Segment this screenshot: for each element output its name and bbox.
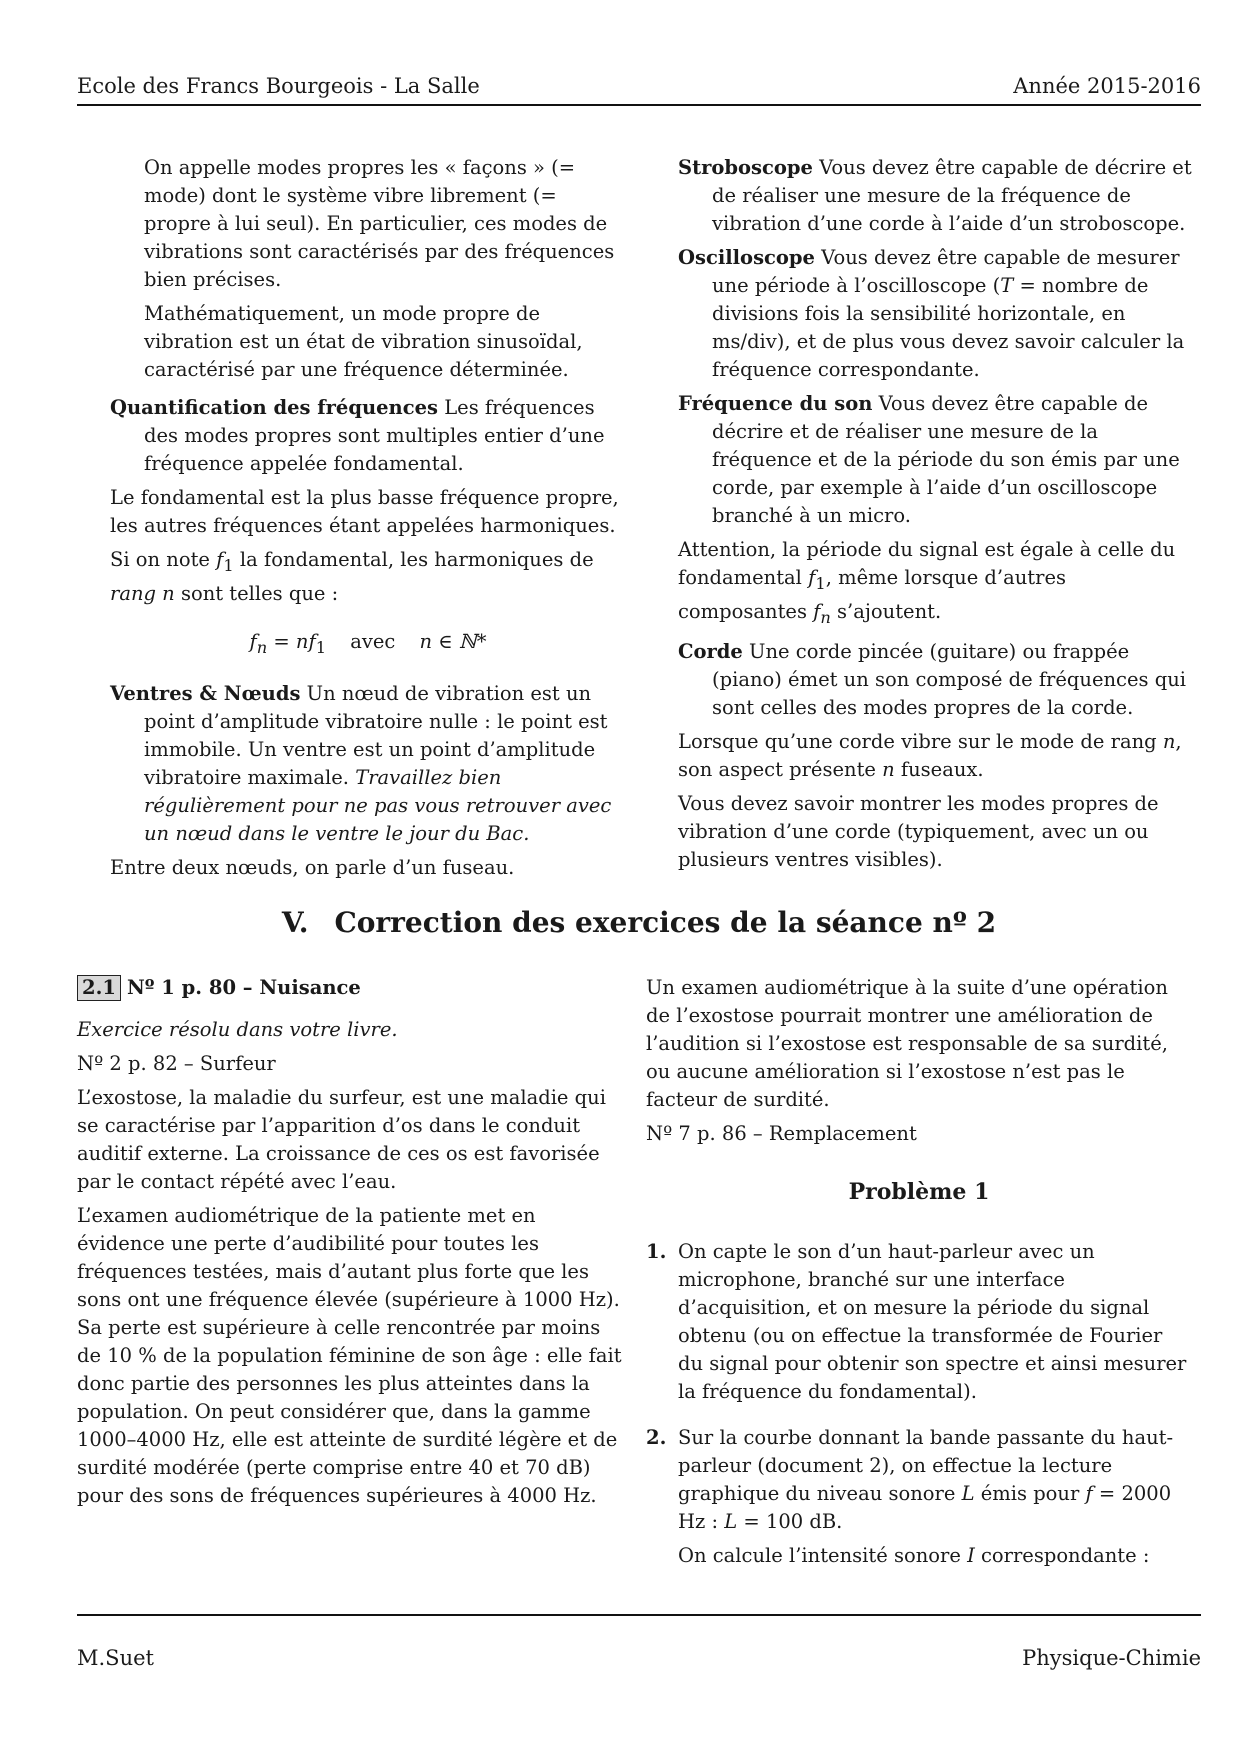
exercise-2-title: Nº 2 p. 82 – Surfeur — [77, 1052, 276, 1075]
harmonics-equation: $f_n = nf_1$ avec n ∈ ℕ* — [249, 629, 487, 657]
modes-paragraph-1: On appelle modes propres les « façons » (= mode) dont le système vibre librement (= propre à lui seul). En particulier, ces modes de vibrations sont caractérisés par des fréquences bien précises. — [144, 156, 615, 291]
top-right-column — [678, 154, 1192, 880]
corde-paragraph-2: Lorsque qu’une corde vibre sur le mode de rang n, son aspect présente n fuseaux. — [678, 729, 1182, 781]
ventres-term: Ventres & Nœuds — [110, 681, 301, 705]
bottom-left-column — [77, 974, 626, 1516]
item-number: 1. — [646, 1240, 667, 1263]
exercise-2-paragraph-2: L’examen audiométrique de la patiente met en évidence une perte d’audibilité pour toutes les fréquences testées, mais d’autant plus forte que les sons ont une fréquence élevée (supérieure à 1000 Hz). Sa perte est supérieure à celle rencontrée par moins de 10 % de la population féminine de son âge : elle fait donc partie des personnes les plus atteintes dans la population. On peut considérer que, dans la gamme 1000–4000 Hz, elle est atteinte de surdité légère et de surdité modérée (perte comprise entre 40 et 70 dB) pour des sons de fréquences supérieures à 4000 Hz. — [77, 1204, 622, 1507]
stroboscope-entry: Stroboscope Vous devez être capable de décrire et de réaliser une mesure de la fréquence de vibration d’une corde à l’aide d’un stroboscope. — [678, 156, 1192, 235]
quantification-text: Les fréquences des modes propres sont multiples entier d’une fréquence appelée fondamental. — [144, 396, 605, 475]
footer-subject: Physique-Chimie — [1022, 1646, 1201, 1670]
probleme-title: Problème 1 — [848, 1179, 990, 1205]
subsection-badge: 2.1 — [77, 975, 121, 1001]
corde-entry: Corde Une corde pincée (guitare) ou frappée (piano) émet un son composé de fréquences qui sont celles des modes propres de la corde. — [678, 639, 1186, 719]
header-rule — [77, 104, 1201, 106]
quantification-paragraph-2: Le fondamental est la plus basse fréquence propre, les autres fréquences étant appelées harmoniques. — [110, 486, 619, 537]
page-footer — [77, 1646, 1201, 1670]
item-number: 2. — [646, 1426, 667, 1449]
exercise-7-title: Nº 7 p. 86 – Remplacement — [646, 1122, 917, 1145]
exercise-1-heading — [77, 974, 626, 1002]
modes-paragraph-2: Mathématiquement, un mode propre de vibration est un état de vibration sinusoïdal, caractérisé par une fréquence déterminée. — [144, 302, 583, 381]
frequence-paragraph-2: Attention, la période du signal est égale à celle du fondamental $f_1$, même lorsque d’autres composantes $f_n$ s’ajoutent. — [678, 538, 1176, 627]
exercise-2-paragraph-1: L’exostose, la maladie du surfeur, est une maladie qui se caractérise par l’apparition d’os dans le conduit auditif externe. La croissance de ces os est favorisée par le contact répété avec l’eau. — [77, 1086, 606, 1193]
footer-author: M.Suet — [77, 1646, 154, 1670]
oscilloscope-term: Oscilloscope — [678, 246, 815, 269]
ventres-entry: Ventres & Nœuds Un nœud de vibration est un point d’amplitude vibratoire nulle : le point est immobile. Un ventre est un point d’amplitude vibratoire maximale. Travaillez bien régulièrement pour ne pas vous retrouver avec un nœud dans le ventre le jour du Bac. — [110, 681, 612, 845]
bottom-right-column — [646, 974, 1192, 1588]
problem-item-2 — [646, 1424, 1192, 1570]
exercise-1-note: Exercice résolu dans votre livre. — [77, 1018, 398, 1041]
corde-paragraph-3: Vous devez savoir montrer les modes propres de vibration d’une corde (typiquement, avec un ou plusieurs ventres visibles). — [678, 791, 1159, 871]
oscilloscope-entry: Oscilloscope Vous devez être capable de mesurer une période à l’oscilloscope (T = nombre de divisions fois la sensibilité horizontale, en ms/div), et de plus vous devez savoir calculer la fréquence correspondante. — [678, 246, 1185, 381]
quantification-term: Quantification des fréquences — [110, 396, 438, 419]
problem-item-1 — [646, 1238, 1192, 1406]
header-school: Ecole des Francs Bourgeois - La Salle — [77, 74, 480, 98]
section-heading — [77, 906, 1201, 939]
footer-rule — [77, 1614, 1201, 1616]
frequence-entry: Fréquence du son Vous devez être capable de décrire et de réaliser une mesure de la fréquence et de la période du son émis par une corde, par exemple à l’aide d’un oscilloscope branché à un micro. — [678, 392, 1180, 527]
ventres-paragraph-2: Entre deux nœuds, on parle d’un fuseau. — [110, 855, 515, 879]
item-2-text: Sur la courbe donnant la bande passante du haut-parleur (document 2), on effectue la lecture graphique du niveau sonore L émis pour f = 2000 Hz : L = 100 dB. — [678, 1426, 1174, 1533]
corde-term: Corde — [678, 639, 743, 663]
top-left-column — [110, 154, 626, 888]
quantification-paragraph-3: Si on note $f_1$ la fondamental, les harmoniques de rang n sont telles que : — [110, 548, 594, 605]
section-title: Correction des exercices de la séance nº 2 — [334, 906, 997, 939]
frequence-term: Fréquence du son — [678, 392, 873, 415]
stroboscope-term: Stroboscope — [678, 156, 813, 179]
item-2-text-2: On calcule l’intensité sonore I correspondante : — [678, 1544, 1150, 1567]
quantification-entry — [110, 394, 626, 478]
header-year: Année 2015-2016 — [1013, 74, 1201, 98]
item-1-text: On capte le son d’un haut-parleur avec un microphone, branché sur une interface d’acquisition, et on mesure la période du signal obtenu (ou on effectue la transformée de Fourier du signal pour obtenir son spectre et ainsi mesurer la fréquence du fondamental). — [678, 1240, 1187, 1403]
section-number: V. — [281, 906, 309, 939]
page-header — [77, 74, 1201, 98]
exercise-1-title: Nº 1 p. 80 – Nuisance — [126, 976, 361, 999]
exercise-2-paragraph-3: Un examen audiométrique à la suite d’une opération de l’exostose pourrait montrer une amélioration de l’audition si l’exostose est responsable de sa surdité, ou aucune amélioration si l’exostose n’est pas le facteur de surdité. — [646, 976, 1168, 1111]
